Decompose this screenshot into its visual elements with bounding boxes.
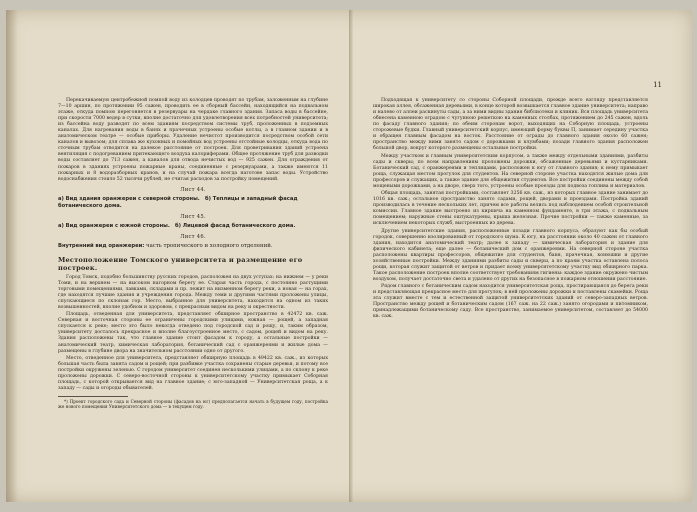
plate-caption-b: б) Теплицы и западный фасад ботанического дома.: [58, 195, 298, 209]
paragraph: Подходящая к университету со стороны Соборной площади, прежде всего взгляду представляется широкая аллея, обсаженная деревьями, в конце которой возвышается главное здание университета; направо и налево от аллеи раскинуты сады, а за ними видны здания библиотеки и клиник. Вся площадь университета обнесена каменною оградою с чугунною решеткою на каменных столбах, протяжением до 245 сажен, вдоль по фасаду главного здания; по обеим сторонам ворот, выходящих на Соборную площадь, устроены сторожевые будки. Главный университетский корпус, имеющий форму буквы П, занимает середину участка и обращен главным фасадом на восток. Расстояние от ограды до главного здания около 60 сажен; пространство между ними занято садом с дорожками и клумбами; позади главного здания расположен большой двор, вокруг которого размещены остальные постройки.: [373, 98, 648, 152]
right-page: [351, 10, 692, 502]
plate-caption-e-title: Внутренний вид оранжереи:: [58, 242, 145, 249]
paragraph: Перекачиваемую центробежной помпой воду из колодцев проводят по трубам, заложенным на глубине 7—10 аршин, по протяжении 95 сажен, проводить ее в сборный бассейн, находящийся на подвальном этаже, откуда помпою перегоняется в резервуары на чердаке главного здания. Запаса воды в бассейне, при скорости 7000 ведер в сутки, вполне достаточно для удовлетворения всех потребностей университета; из бассейна воду разводят по всем зданиям посредством системы труб, проложенных в подземных каналах. Для нагревания воды в банях и прачечных устроены особые котлы, а в главном здании и в анатомическом театре — особые приборы. Удаление нечистот производится посредством особой сети каналов и вывозом; для сплава же кухонных и помойных вод устроены отстойные колодцы, откуда вода по сточным трубам отводится на далекое расстояние от построек. Для проветривания зданий устроена вентиляция с подогреванием притекающего воздуха калориферами. Общее протяжение труб для разводки воды составляет до 713 сажен, а каналов для отвода нечистых вод — 925 сажен. Для ограждения от пожаров в зданиях устроены пожарные краны, соединенные с резервуарами, а также имеются 11 пожарных и 8 водоразборных кранов, и на случай пожара всегда наготове запас воды. Устройство водоснабжения стоило 52 тысячи рублей, не считая расходов за постройку помещений.: [58, 98, 328, 182]
paragraph: Общая площадь, занятая постройками, составляет 3256 кв. саж., из которых главное здание занимает до 1016 кв. саж.; остальное пространство занято садами, рощей, дворами и проездами. Постройка зданий производилась в течение нескольких лет, причем все работы велись под наблюдением особой строительной комиссии. Главное здание выстроено из кирпича на каменном фундаменте, в три этажа, с подвальным помещением; наружные стены оштукатурены, крыша железная. Прочие постройки — также каменные, за исключением некоторых служб, выстроенных из дерева.: [373, 191, 648, 227]
book-spread: [6, 10, 692, 502]
plate-list-number: Лист 44.: [180, 186, 206, 193]
paragraph: Место, отведенное для университета, представляет обширную площадь в 49422 кв. саж., из которых большая часть была занята садом и рощей; при разбивке участка сохранены старые деревья, и потому все постройки окружены зеленью. С городом университет соединен несколькими улицами, а по склону к реке проложены дорожки. С северо-восточной стороны к университетскому участку примыкает Соборная площадь, с которой открывается вид на главное здание; с юго-западной — Университетская роща, а к западу — сады и огороды обывателей.: [58, 355, 328, 392]
plate-caption: [58, 196, 328, 210]
section-heading: Местоположение Томского университета и размещение его построек.: [58, 255, 303, 272]
paragraph: Город Томск, подобно большинству русских городов, расположен на двух уступах: на нижнем — у реки Томи, и на верхнем — на высоком нагорном берегу ее. Старая часть города, с постоянно растущими торговыми помещениями, лавками, складами и пр. лежит на низменном берегу реки, а новая — на горах, где находятся лучшие здания и учреждения города. Между теми и другими частями проложены улицы, спускающиеся по склонам гор. Место, выбранное для университета, находится на одном из таких возвышенностей, вполне удобном и здоровом, с прекрасным видом на реку и окрестности.: [58, 274, 328, 311]
paragraph: Между участком и главным университетским корпусом, а также между отдельными зданиями, разбиты сады и скверы; по всем направлениям проложены дорожки, обсаженные деревьями и кустарниками. Ботанический сад, с оранжереями и теплицами, расположен к югу от главного здания; к нему примыкает роща, служащая местом прогулок для студентов. На северной стороне участка находятся жилые дома для профессоров и служащих, а также здание для общежития студентов. Все постройки соединены между собой мощеными дорожками, а на дворе, сверх того, устроены особые проезды для подвоза топлива и материалов.: [373, 153, 648, 189]
right-text-column: [373, 98, 648, 322]
paragraph: Другие университетские здания, расположенные позади главного корпуса, образуют как бы особый городок, совершенно изолированный от городского шума. К югу, на расстоянии около 40 сажен от главного здания, находится анатомический театр; далее к западу — химическая лаборатория и здание для физического кабинета; еще далее — ботанический дом с оранжереями. На северной стороне участка расположены квартиры профессоров, общежитие для студентов, баня, прачечная, конюшни и другие хозяйственные постройки. Между зданиями разбиты сады и скверы, а по краям участка оставлена полоса рощи, которая служит защитой от ветров и придает всему университетскому участку вид обширного парка. Такое расположение построек вполне соответствует требованиям гигиены: каждое здание окружено чистым воздухом, получает достаточно света и удалено от других на безопасное в пожарном отношении расстояние.: [373, 228, 648, 282]
left-page: [6, 10, 351, 502]
footnote: *) Проект городского сада и Северной стороны (фасадов на юг) предполагается начать в будущем году, постройка же нового помещения Университетского дома — в текущем году.: [58, 399, 328, 410]
plate-caption-d: б) Лицевой фасад ботанического дома.: [174, 222, 296, 229]
plate-list-number: Лист 45.: [180, 213, 206, 220]
plate-list-number: Лист 46.: [180, 233, 206, 240]
plate-caption-a: а) Вид здания оранжереи с северной стороны.: [58, 195, 200, 202]
plate-caption-c: а) Вид оранжереи с южной стороны.: [58, 222, 170, 229]
plate-caption: [58, 243, 328, 250]
left-text-column: [58, 98, 328, 411]
page-number: 11: [653, 81, 662, 89]
paragraph: Площадь, отведенная для университета, представляет обширное пространство в 42472 кв. саж. Северная и восточная стороны ее ограничены городскими улицами, южная — рощей, а западная спускается к реке; место это было некогда отведено под городской сад и рощу, и, таким образом, университету досталось прекрасное и вполне благоустроенное место, с садом, рощей и видом на реку. Здания расположены так, что главное здание стоит фасадом к городу, а остальные постройки — анатомический театр, химическая лаборатория, ботанический сад с оранжереями и жилые дома — размещены в глубине двора на значительном расстоянии одно от другого.: [58, 312, 328, 354]
footnote-rule: [58, 396, 128, 397]
plate-caption: [58, 223, 328, 230]
paragraph: Рядом главного с ботаническим садом находится университетская роща, простирающаяся до берега реки и представляющая прекрасное место для прогулок; в ней проложены дорожки и поставлены скамейки. Роща эта служит вместе с тем и естественной защитой университетских зданий от северо-западных ветров. Пространство между рощей и ботаническим садом (167 саж. на 22 саж.) занято огородами и питомником, принадлежащими ботаническому саду. Все пространство, занимаемое университетом, составляет до 54000 кв. саж.: [373, 284, 648, 320]
plate-caption-e-rest: часть тропического и холодного отделений.: [146, 242, 273, 249]
